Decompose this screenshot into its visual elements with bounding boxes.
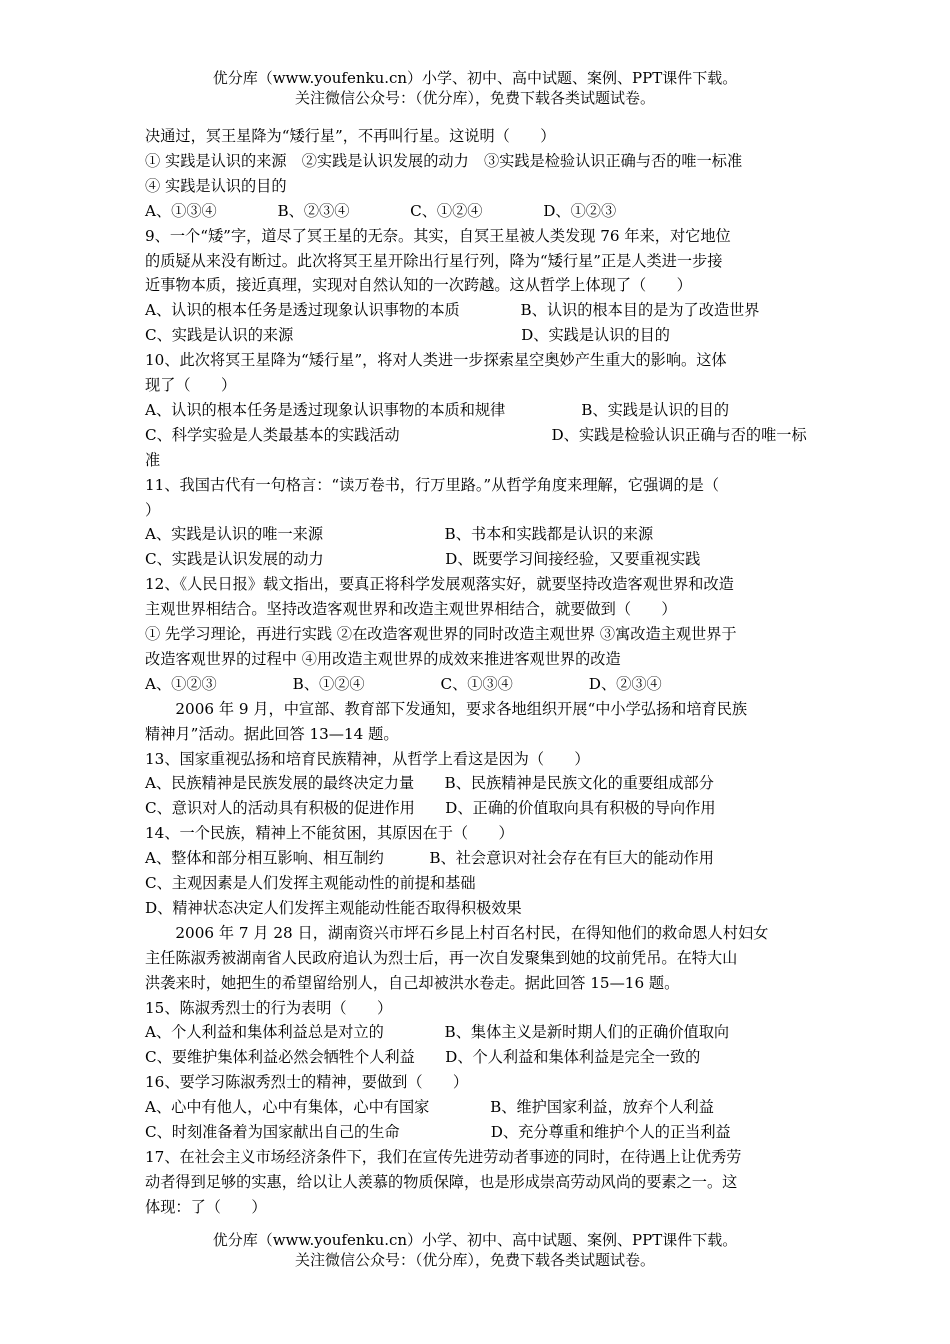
- text-line: C、科学实验是人类最基本的实践活动 D、实践是检验认识正确与否的唯一标: [145, 425, 807, 444]
- text-line: A、①②③ B、①②④ C、①③④ D、②③④: [145, 674, 662, 693]
- text-line: ④ 实践是认识的目的: [145, 176, 287, 195]
- text-line: A、认识的根本任务是透过现象认识事物的本质 B、认识的根本目的是为了改造世界: [145, 301, 760, 320]
- text-line: 精神月”活动。据此回答 13—14 题。: [145, 724, 399, 743]
- text-line: C、主观因素是人们发挥主观能动性的前提和基础: [145, 874, 476, 892]
- text-line: 11、我国古代有一句格言：“读万卷书，行万里路。”从哲学角度来理解，它强调的是（: [145, 475, 720, 494]
- text-line: ① 实践是认识的来源 ②实践是认识发展的动力 ③实践是检验认识正确与否的唯一标准: [145, 151, 743, 170]
- text-line: 2006 年 7 月 28 日，湖南资兴市坪石乡昆上村百名村民，在得知他们的救命恩人村妇女: [145, 923, 769, 942]
- text-line: 14、一个民族，精神上不能贫困，其原因在于（ ）: [145, 824, 514, 843]
- header-line-1: 优分库（www.youfenku.cn）小学、初中、高中试题、案例、PPT课件下载。: [212, 69, 738, 87]
- text-line: 9、一个“矮”字，道尽了冥王星的无奈。其实，自冥王星被人类发现 76 年来，对它地位: [145, 226, 731, 245]
- text-line: A、整体和部分相互影响、相互制约 B、社会意识对社会存在有巨大的能动作用: [145, 849, 714, 868]
- text-line: A、认识的根本任务是透过现象认识事物的本质和规律 B、实践是认识的目的: [145, 400, 730, 419]
- text-line: 10、此次将冥王星降为“矮行星”，将对人类进一步探索星空奥妙产生重大的影响。这体: [145, 351, 727, 370]
- text-line: C、时刻准备着为国家献出自己的生命 D、充分尊重和维护个人的正当利益: [145, 1123, 731, 1141]
- text-line: A、个人利益和集体利益总是对立的 B、集体主义是新时期人们的正确价值取向: [145, 1023, 730, 1042]
- text-line: 16、要学习陈淑秀烈士的精神，要做到（ ）: [145, 1073, 469, 1092]
- text-line: 15、陈淑秀烈士的行为表明（ ）: [145, 998, 393, 1017]
- text-line: C、要维护集体利益必然会牺牲个人利益 D、个人利益和集体利益是完全一致的: [145, 1048, 701, 1067]
- text-line: 主观世界相结合。坚持改造客观世界和改造主观世界相结合，就要做到（ ）: [145, 600, 677, 619]
- header-line-2: 关注微信公众号：（优分库），免费下载各类试题试卷。: [294, 89, 655, 107]
- text-line: ）: [145, 500, 161, 519]
- text-line: 13、国家重视弘扬和培育民族精神，从哲学上看这是因为（ ）: [145, 749, 590, 768]
- footer-line-1: 优分库（www.youfenku.cn）小学、初中、高中试题、案例、PPT课件下载。: [212, 1231, 738, 1249]
- text-line: 洪袭来时，她把生的希望留给别人，自己却被洪水卷走。据此回答 15—16 题。: [145, 973, 680, 992]
- text-line: A、民族精神是民族发展的最终决定力量 B、民族精神是民族文化的重要组成部分: [145, 774, 714, 793]
- text-line: 准: [145, 450, 161, 469]
- text-line: A、①③④ B、②③④ C、①②④ D、①②③: [145, 201, 617, 220]
- footer-line-2: 关注微信公众号：（优分库），免费下载各类试题试卷。: [294, 1251, 655, 1269]
- text-line: A、心中有他人，心中有集体，心中有国家 B、维护国家利益，放弃个人利益: [145, 1098, 714, 1117]
- text-line: ① 先学习理论，再进行实践 ②在改造客观世界的同时改造主观世界 ③寓改造主观世界于: [145, 625, 737, 643]
- text-line: 近事物本质，接近真理，实现对自然认知的一次跨越。这从哲学上体现了（ ）: [145, 276, 692, 295]
- text-line: C、意识对人的活动具有积极的促进作用 D、正确的价值取向具有积极的导向作用: [145, 799, 716, 818]
- text-line: C、实践是认识的来源 D、实践是认识的目的: [145, 326, 670, 345]
- text-line: 动者得到足够的实惠，给以让人羡慕的物质保障，也是形成崇高劳动风尚的要素之一。这: [145, 1172, 738, 1191]
- text-line: 决通过，冥王星降为“矮行星”，不再叫行星。这说明（ ）: [145, 127, 556, 145]
- text-line: C、实践是认识发展的动力 D、既要学习间接经验，又要重视实践: [145, 550, 701, 569]
- text-line: 体现：了（ ）: [145, 1197, 267, 1216]
- text-line: A、实践是认识的唯一来源 B、书本和实践都是认识的来源: [145, 525, 654, 544]
- text-line: 现了（ ）: [145, 376, 237, 394]
- text-line: 改造客观世界的过程中 ④用改造主观世界的成效来推进客观世界的改造: [145, 649, 621, 668]
- text-line: 17、在社会主义市场经济条件下，我们在宣传先进劳动者事迹的同时，在待遇上让优秀劳: [145, 1147, 742, 1166]
- text-line: 2006 年 9 月，中宣部、教育部下发通知，要求各地组织开展“中小学弘扬和培育民族: [145, 699, 748, 718]
- text-line: D、精神状态决定人们发挥主观能动性能否取得积极效果: [145, 898, 522, 917]
- text-line: 12、《人民日报》载文指出，要真正将科学发展观落实好，就要坚持改造客观世界和改造: [145, 575, 734, 594]
- text-line: 的质疑从来没有断过。此次将冥王星开除出行星行列，降为“矮行星”正是人类进一步接: [145, 251, 723, 270]
- text-line: 主任陈淑秀被湖南省人民政府追认为烈士后，再一次自发聚集到她的坟前凭吊。在特大山: [145, 948, 738, 967]
